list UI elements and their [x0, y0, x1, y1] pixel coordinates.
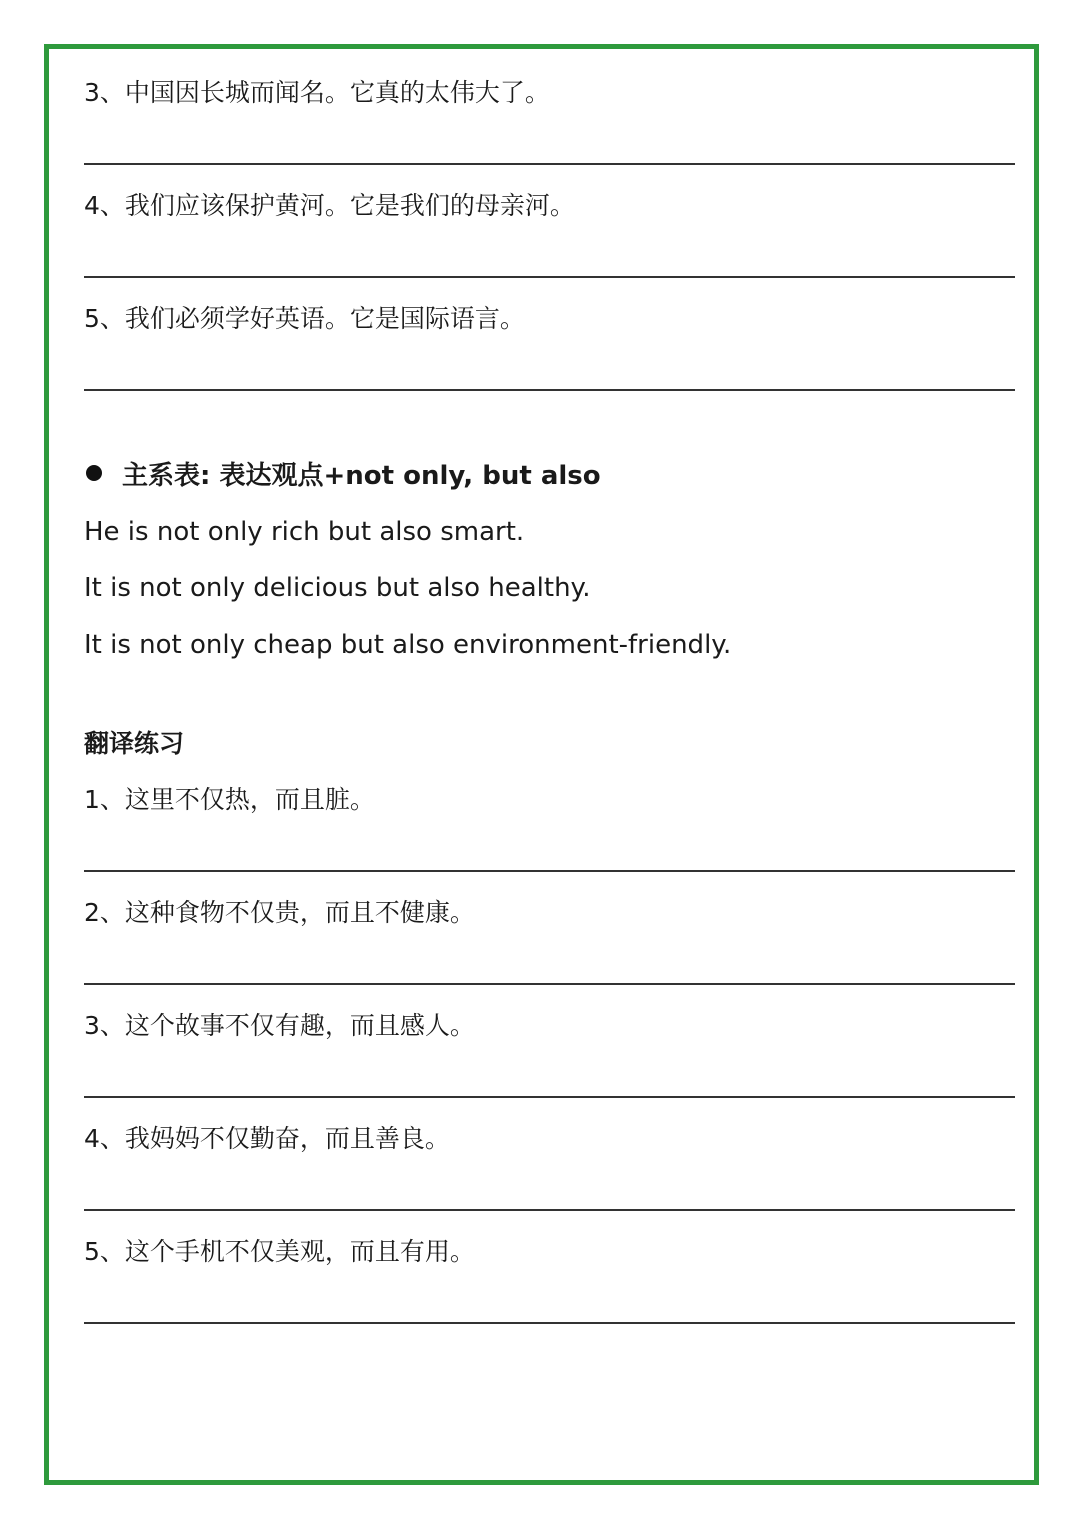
answer-line[interactable]	[84, 1096, 1015, 1098]
bullet-icon	[86, 465, 102, 481]
answer-line[interactable]	[84, 276, 1015, 278]
practice-question-4: 4、我妈妈不仅勤奋，而且善良。	[84, 1124, 450, 1153]
answer-line[interactable]	[84, 870, 1015, 872]
answer-line[interactable]	[84, 163, 1015, 165]
question-4: 4、我们应该保护黄河。它是我们的母亲河。	[84, 191, 575, 220]
example-sentence: It is not only delicious but also healthy.	[84, 573, 591, 603]
answer-line[interactable]	[84, 1322, 1015, 1324]
answer-line[interactable]	[84, 1209, 1015, 1211]
practice-question-1: 1、这里不仅热，而且脏。	[84, 785, 375, 814]
answer-line[interactable]	[84, 389, 1015, 391]
section-heading	[84, 458, 601, 494]
question-3: 3、中国因长城而闻名。它真的太伟大了。	[84, 78, 550, 107]
section-title: 主系表: 表达观点+not only, but also	[122, 461, 601, 491]
practice-question-3: 3、这个故事不仅有趣，而且感人。	[84, 1011, 475, 1040]
example-sentence: It is not only cheap but also environment-friendly.	[84, 630, 732, 660]
practice-question-5: 5、这个手机不仅美观，而且有用。	[84, 1237, 475, 1266]
example-sentence: He is not only rich but also smart.	[84, 517, 525, 547]
practice-title: 翻译练习	[84, 729, 185, 758]
question-5: 5、我们必须学好英语。它是国际语言。	[84, 304, 525, 333]
practice-question-2: 2、这种食物不仅贵，而且不健康。	[84, 898, 475, 927]
answer-line[interactable]	[84, 983, 1015, 985]
